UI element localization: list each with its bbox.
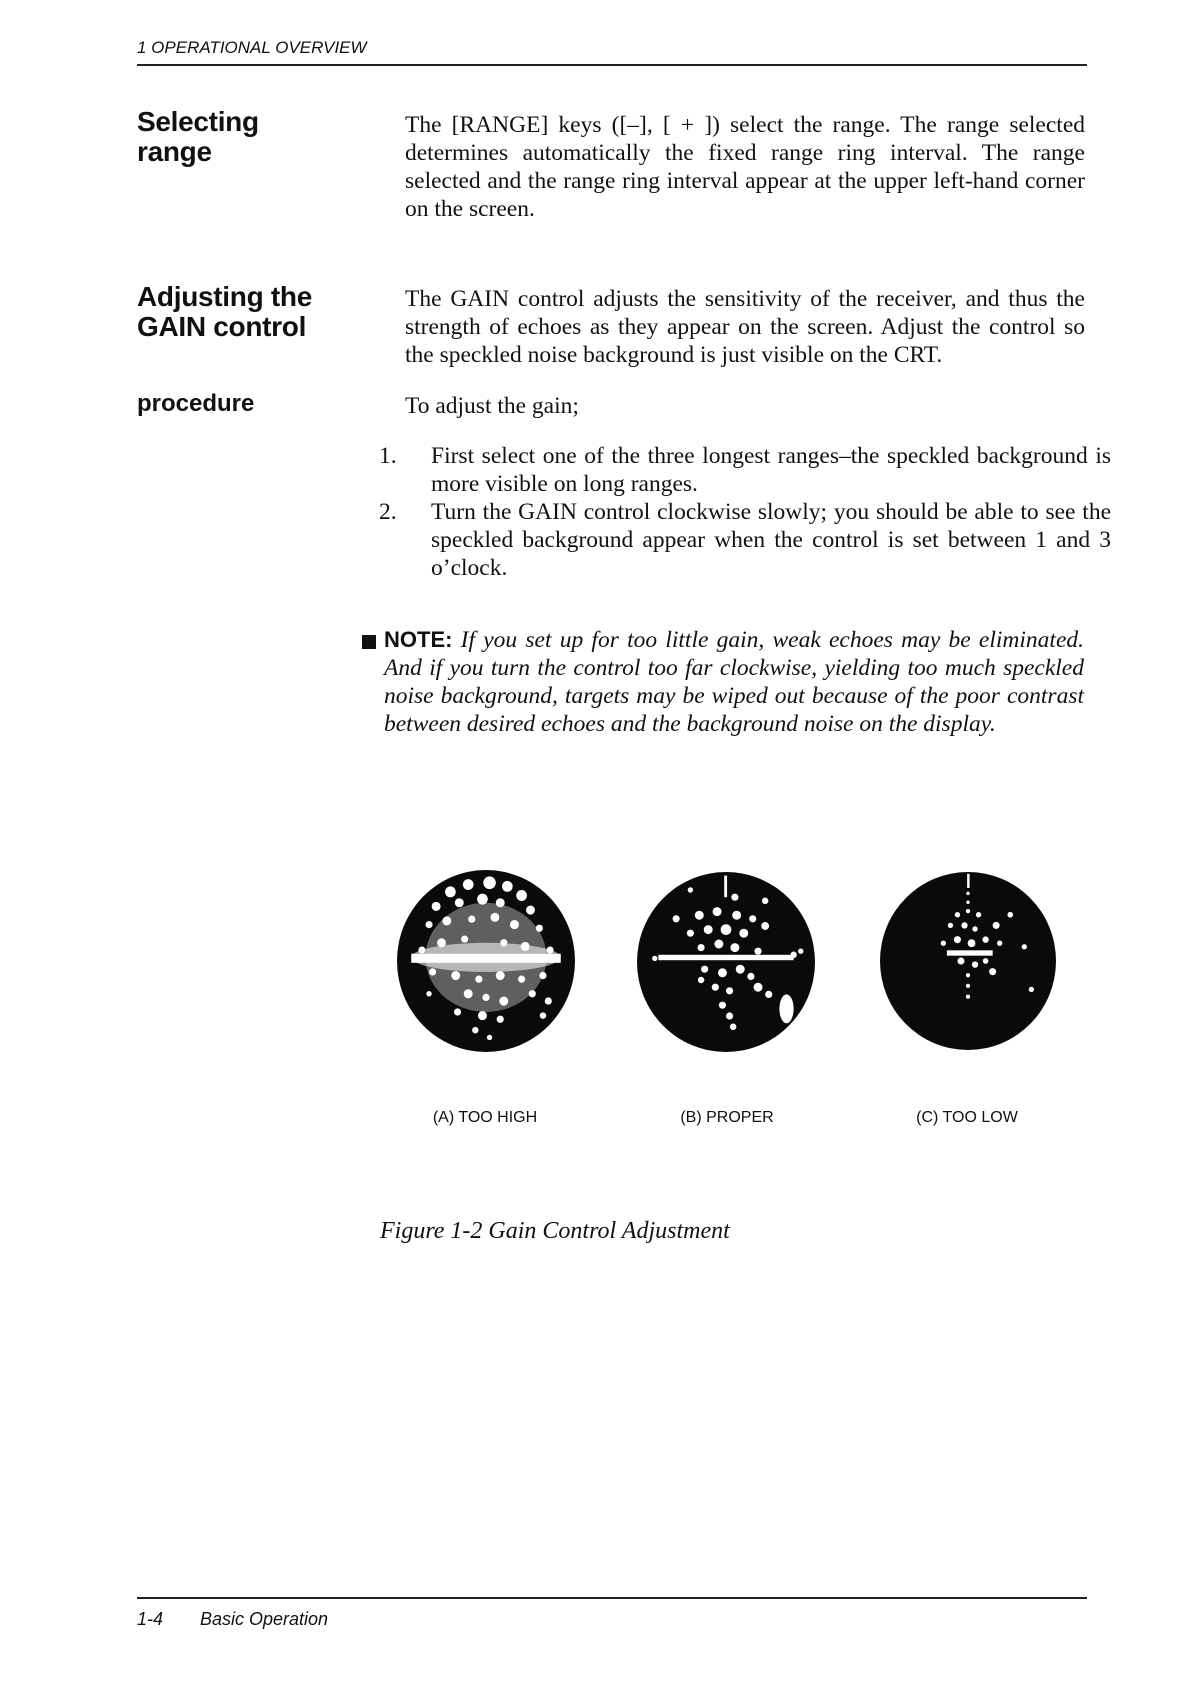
note-block: [384, 626, 1084, 738]
section-body-selecting-range: The [RANGE] keys ([–], [ + ]) select the range. The range selected determines automatically the fixed range ring interval. The range selected and the range ring interval appear at the upper left-hand corner on the screen.: [405, 112, 1085, 222]
note-text: If you set up for too little gain, weak echoes may be eliminated. And if you turn the control too far clockwise, yielding too much speckled noise background, targets may be wiped out because of the poor contrast between desired echoes and the background noise on the display.: [384, 627, 1084, 737]
procedure-step: [379, 498, 1111, 582]
heading-line: GAIN control: [137, 311, 307, 342]
section-heading-adjusting-gain: [137, 282, 312, 342]
figure-panel-caption: (B) PROPER: [680, 1109, 774, 1126]
radar-display-proper-icon: [637, 872, 815, 1052]
heading-line: range: [137, 136, 212, 167]
radar-display-too-high-icon: [397, 870, 575, 1052]
figure-panel-caption: (A) TOO HIGH: [432, 1109, 538, 1126]
procedure-steps: [379, 442, 1111, 582]
heading-line: Adjusting the: [137, 281, 312, 312]
section-body-adjusting-gain: The GAIN control adjusts the sensitivity of the receiver, and thus the strength of echoes as they appear on the screen. Adjust the control so the speckled noise background is just visible on the CRT.: [405, 286, 1085, 368]
step-number: 2.: [379, 499, 397, 525]
note-bullet-icon: [362, 635, 376, 649]
note-label: NOTE:: [384, 627, 453, 652]
footer-page-number: 1-4: [137, 1609, 164, 1629]
heading-line: Selecting: [137, 106, 259, 137]
figure-panel-caption: (C) TOO LOW: [916, 1109, 1018, 1126]
footer-title: Basic Operation: [200, 1609, 329, 1629]
step-text: Turn the GAIN control clockwise slowly; you should be able to see the speckled background appear when the control is set between 1 and 3 o’clock.: [431, 499, 1111, 581]
step-number: 1.: [379, 443, 397, 469]
procedure-intro: To adjust the gain;: [405, 393, 579, 419]
step-text: First select one of the three longest ranges–the speckled background is more visible on long ranges.: [431, 443, 1111, 497]
running-head: 1 OPERATIONAL OVERVIEW: [137, 38, 367, 57]
header-rule: [137, 64, 1087, 66]
radar-display-too-low-icon: [880, 872, 1056, 1050]
footer-rule: [137, 1597, 1087, 1599]
procedure-step: [379, 442, 1111, 498]
section-heading-selecting-range: [137, 107, 259, 167]
figure-caption: Figure 1-2 Gain Control Adjustment: [380, 1218, 730, 1244]
procedure-heading: procedure: [137, 390, 255, 417]
